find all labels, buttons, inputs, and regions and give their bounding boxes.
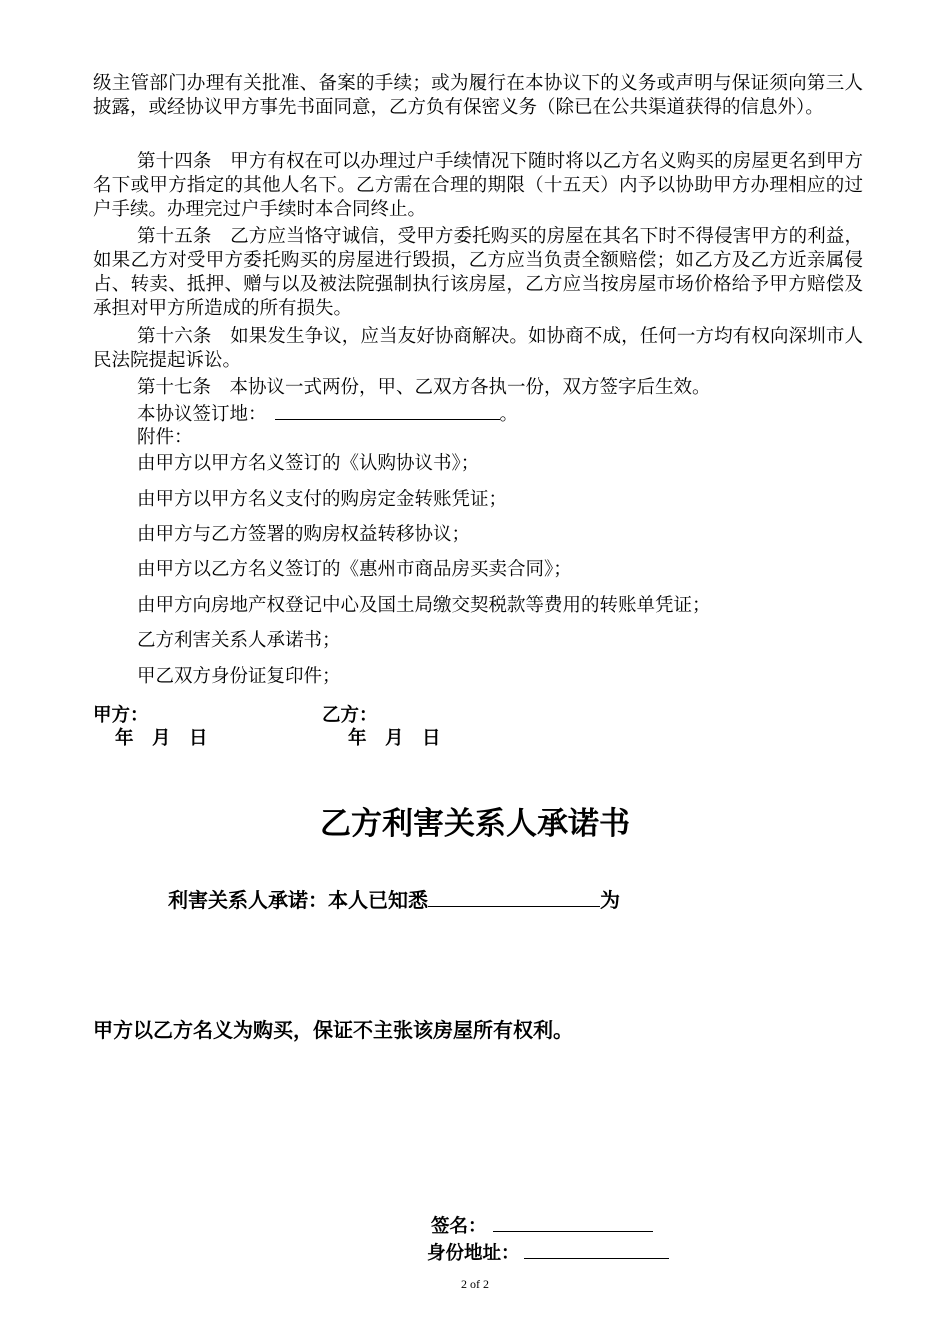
signature-label: 签名： — [431, 1216, 487, 1237]
clause-17: 第十七条 本协议一式两份，甲、乙双方各执一份，双方签字后生效。 — [137, 377, 711, 398]
address-label: 身份地址： — [427, 1243, 520, 1264]
signing-place-suffix: 。 — [499, 404, 519, 425]
pledge-signature-line — [431, 1213, 653, 1239]
pledge-line-1-prefix: 利害关系人承诺：本人已知悉 — [168, 888, 428, 912]
address-blank[interactable] — [524, 1240, 669, 1259]
attachment-item: 由甲方以甲方名义签订的《认购协议书》； — [137, 453, 480, 474]
attachment-item: 由甲方以乙方名义签订的《惠州市商品房买卖合同》； — [137, 559, 572, 580]
attachment-item: 由甲方与乙方签署的购房权益转移协议； — [137, 524, 471, 545]
party-a-date: 年 月 日 — [115, 728, 208, 749]
party-b-date: 年 月 日 — [348, 728, 441, 749]
page-number: 2 of 2 — [461, 1277, 489, 1291]
signing-place-label: 本协议签订地： — [137, 404, 267, 425]
signing-place-blank[interactable] — [275, 401, 500, 420]
clause-15: 第十五条 乙方应当恪守诚信，受甲方委托购买的房屋在其名下时不得侵害甲方的利益，如果乙方对受甲方委托购买的房屋进行毁损，乙方应当负责全额赔偿；如乙方及乙方近亲属侵占、转卖、抵押、赠与以及被法院强制执行该房屋，乙方应当按房屋市场价格给予甲方赔偿及承担对甲方所造成的所有损失。 — [93, 226, 863, 319]
signing-place — [137, 401, 518, 427]
pledge-name-blank[interactable] — [428, 886, 600, 907]
party-b-label: 乙方： — [322, 705, 378, 726]
attachment-item: 甲乙双方身份证复印件； — [137, 666, 341, 687]
pledge-title: 乙方利害关系人承诺书 — [320, 806, 630, 842]
attachment-item: 乙方利害关系人承诺书； — [137, 630, 341, 651]
clause-16: 第十六条 如果发生争议，应当友好协商解决。如协商不成，任何一方均有权向深圳市人民法院提起诉讼。 — [93, 326, 863, 371]
pledge-line-2: 甲方以乙方名义为购买，保证不主张该房屋所有权利。 — [93, 1018, 573, 1042]
attachment-item: 由甲方向房地产权登记中心及国土局缴交契税款等费用的转账单凭证； — [137, 595, 711, 616]
pledge-address-line — [427, 1240, 669, 1266]
signature-blank[interactable] — [493, 1213, 653, 1232]
pledge-line-1 — [168, 886, 620, 914]
attachments-label: 附件： — [137, 427, 193, 448]
clause-14: 第十四条 甲方有权在可以办理过户手续情况下随时将以乙方名义购买的房屋更名到甲方名下或甲方指定的其他人名下。乙方需在合理的期限（十五天）内予以协助甲方办理相应的过户手续。办理完过户手续时本合同终止。 — [93, 151, 863, 220]
party-a-label: 甲方： — [93, 705, 149, 726]
pledge-line-1-suffix: 为 — [600, 888, 620, 912]
clause-13-continuation: 级主管部门办理有关批准、备案的手续；或为履行在本协议下的义务或声明与保证须向第三人披露，或经协议甲方事先书面同意，乙方负有保密义务（除已在公共渠道获得的信息外）。 — [93, 73, 863, 118]
attachment-item: 由甲方以甲方名义支付的购房定金转账凭证； — [137, 489, 508, 510]
